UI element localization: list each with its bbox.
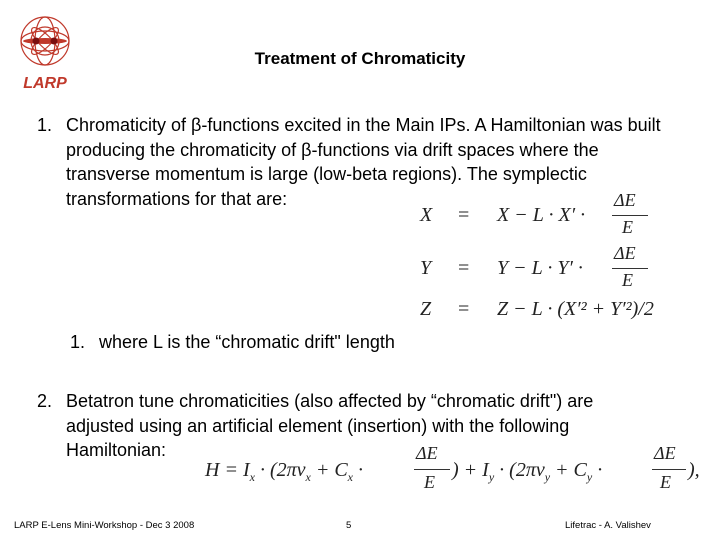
list-number: 1. <box>37 115 53 135</box>
footer-left: LARP E-Lens Mini-Workshop - Dec 3 2008 <box>14 520 195 531</box>
eq-x-equals: = <box>458 204 470 226</box>
ham-den-1: E <box>424 472 435 492</box>
list-text: where L is the “chromatic drift" length <box>99 332 395 352</box>
eq-y-rhs: Y − L · Y′ · <box>497 257 583 279</box>
ham-num-2: ΔE <box>654 443 676 463</box>
ham-part-a: $H = I_x \cdot (2\pi\nu_x + C_x$ · <box>205 459 363 484</box>
ham-fraction-bar-1 <box>414 469 450 470</box>
eq-y-den: E <box>622 270 633 290</box>
ham-num-1: ΔE <box>416 443 438 463</box>
list-number: 2. <box>37 391 53 411</box>
eq-y-lhs: Y <box>420 257 432 279</box>
eq-x-num: ΔE <box>614 190 636 210</box>
eq-z-lhs: Z <box>420 298 432 320</box>
footer-page-number: 5 <box>346 520 352 531</box>
ham-fraction-bar-2 <box>652 469 686 470</box>
ham-part-b: ) + $I_y \cdot (2\pi\nu_y + C_y$ · <box>452 459 603 484</box>
eq-y-equals: = <box>458 257 470 279</box>
logo-text: LARP <box>23 75 67 92</box>
list-text: Betatron tune chromaticities (also affected by “chromatic drift") are adjusted using an artificial element (insertion) with the following Hamiltonian: <box>66 391 594 460</box>
eq-x-lhs: X <box>420 204 433 226</box>
ham-den-2: E <box>660 472 671 492</box>
eq-z-rhs: Z − L · (X′² + Y′²)/2 <box>497 298 654 320</box>
list-text: Chromaticity of β-functions excited in the Main IPs. A Hamiltonian was built producing the chromaticity of β-functions via drift spaces where the transverse momentum is large (low-beta regions). The symplectic transformations for that are: <box>66 115 661 209</box>
eq-x-rhs: X − L · X′ · <box>497 204 586 226</box>
list-number: 1. <box>70 332 86 352</box>
eq-z-equals: = <box>458 298 470 320</box>
eq-y-num: ΔE <box>614 243 636 263</box>
slide-title: Treatment of Chromaticity <box>254 49 466 68</box>
footer-right: Lifetrac - A. Valishev <box>565 520 651 531</box>
eq-x-den: E <box>622 217 633 237</box>
ham-close: ), <box>688 459 700 481</box>
